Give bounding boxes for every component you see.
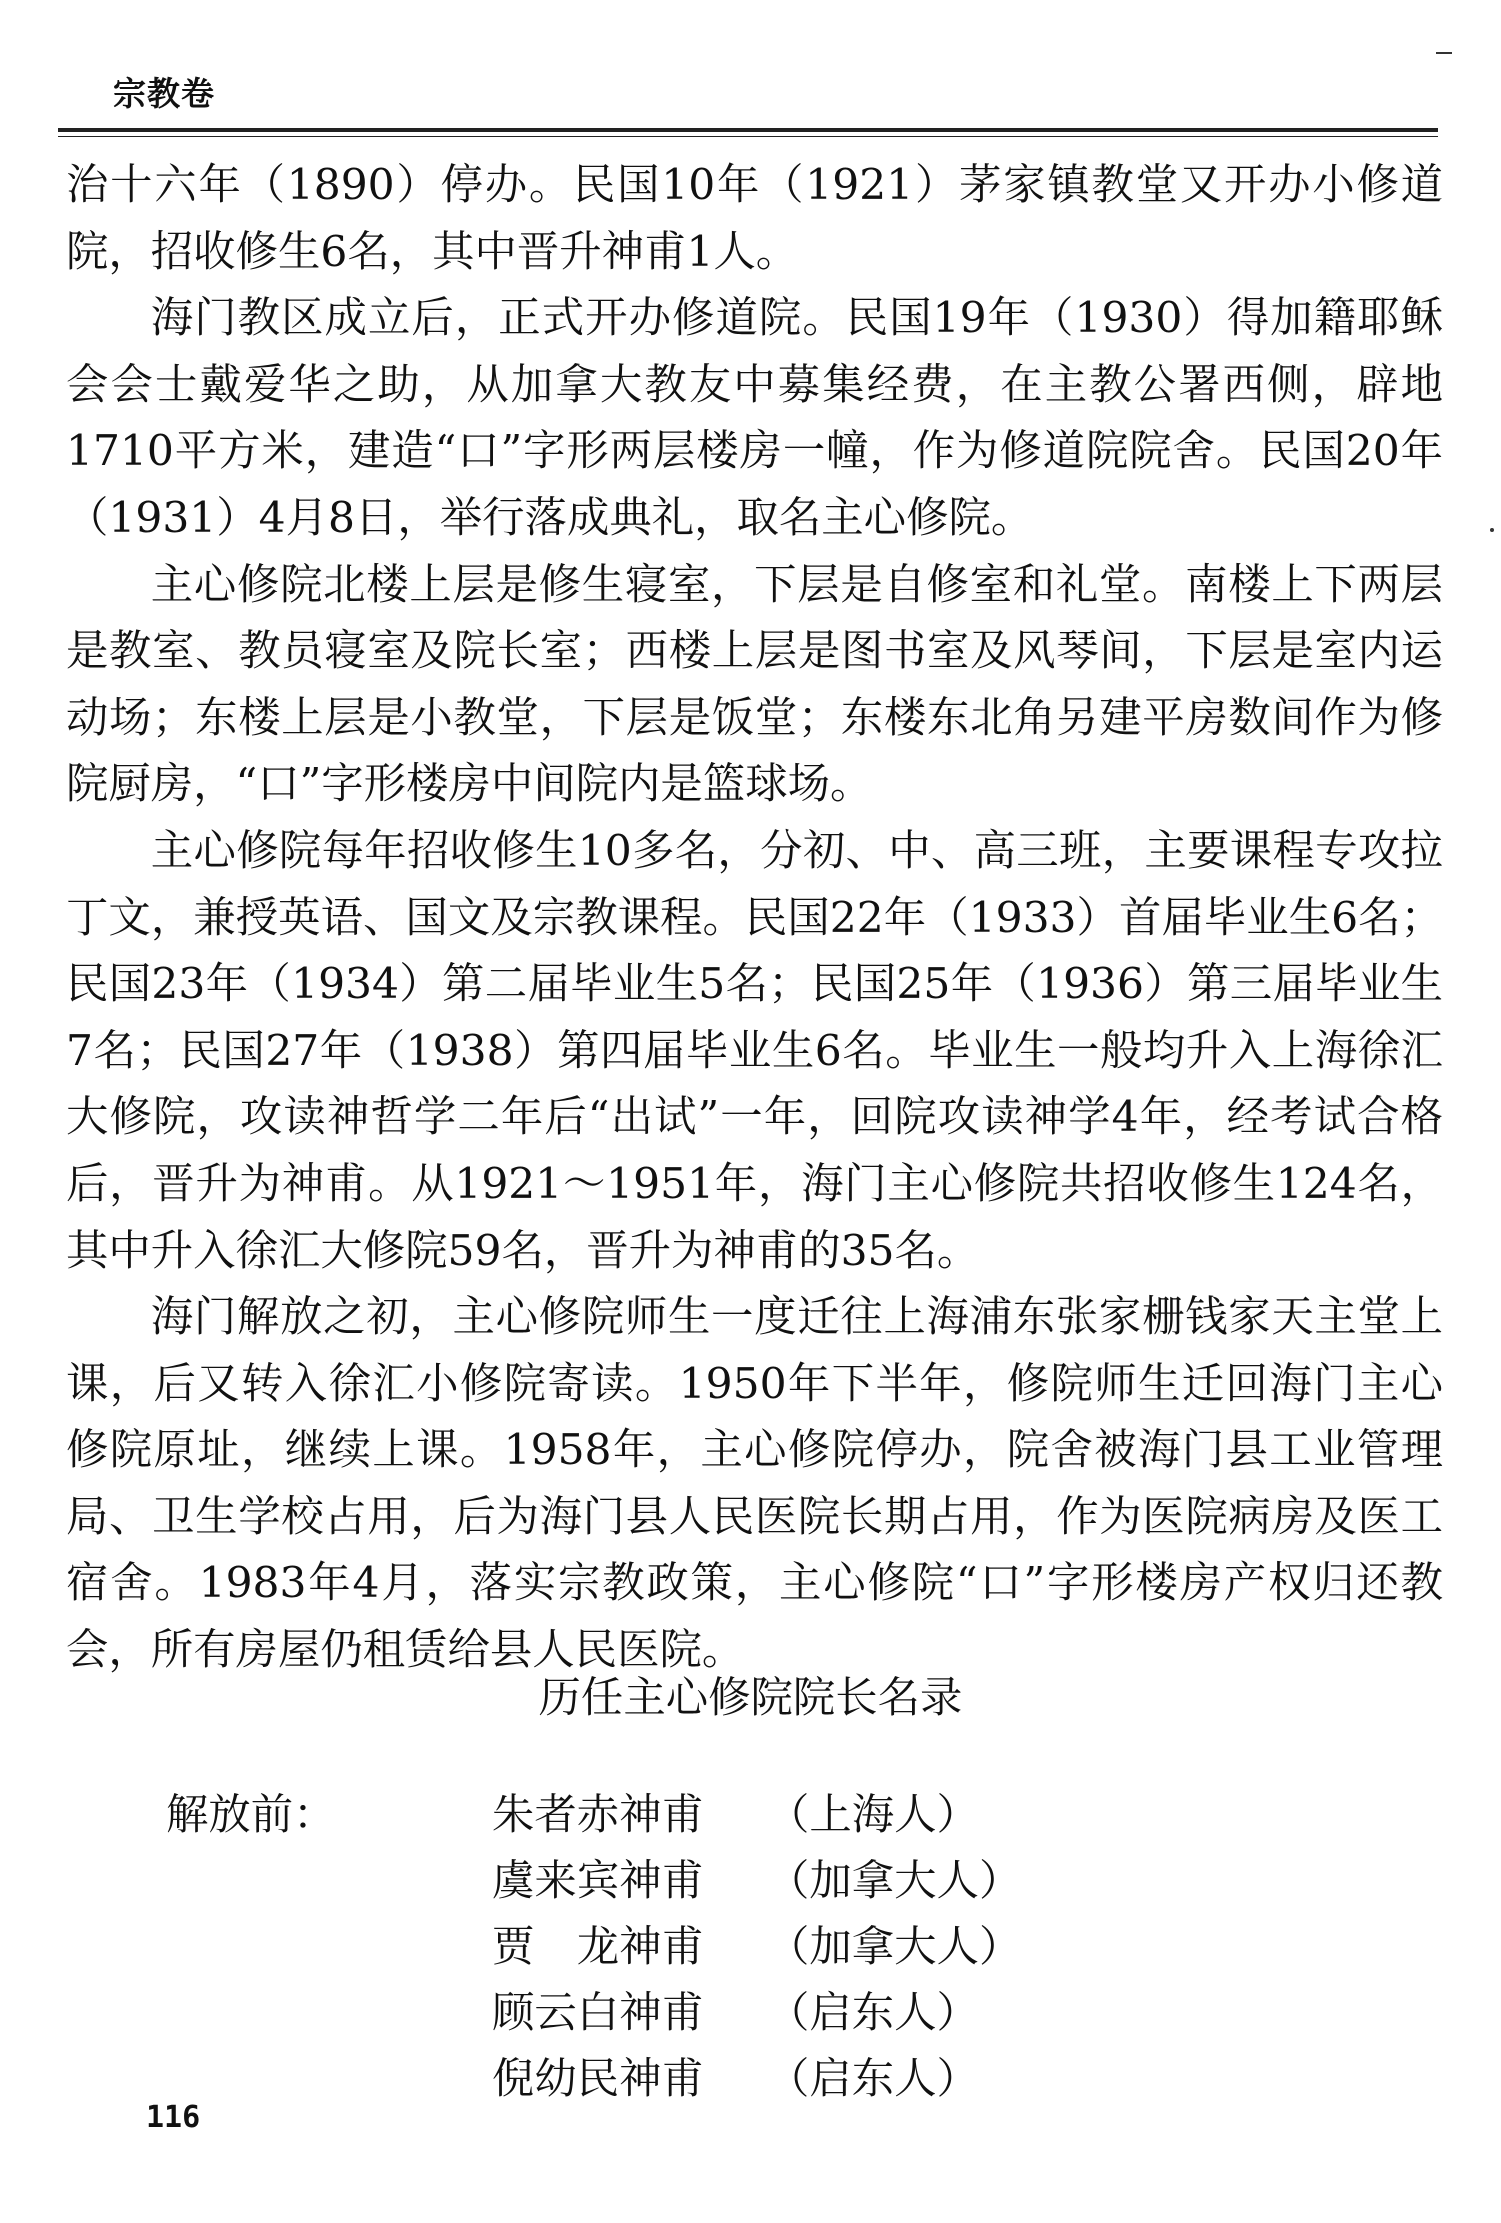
paragraph: 海门教区成立后，正式开办修道院。民国19年（1930）得加籍耶稣会会士戴爱华之助，从加拿大教友中募集经费，在主教公署西侧，辟地1710平方米，建造“口”字形两层楼房一幢，作为修道院院舍。民国20年（1931）4月8日，举行落成典礼，取名主心修院。 [66,293,1443,542]
director-list [492,1782,1021,2112]
list-item [492,2046,1021,2112]
list-item [492,1914,1021,1980]
paragraph: 海门解放之初，主心修院师生一度迁往上海浦东张家栅钱家天主堂上课，后又转入徐汇小修院寄读。1950年下半年，修院师生迁回海门主心修院原址，继续上课。1958年，主心修院停办，院舍被海门县工业管理局、卫生学校占用，后为海门县人民医院长期占用，作为医院病房及医工宿舍。1983年4月，落实宗教政策，主心修院“口”字形楼房产权归还教会，所有房屋仍租赁给县人民医院。 [66,1292,1443,1675]
scan-dot [1490,528,1494,532]
section-title: 历任主心修院院长名录 [538,1673,963,1722]
paragraph: 治十六年（1890）停办。民国10年（1921）茅家镇教堂又开办小修道院，招收修生6名，其中晋升神甫1人。 [66,160,1443,276]
header-rule-thin [58,136,1438,137]
paragraph: 主心修院北楼上层是修生寝室，下层是自修室和礼堂。南楼上下两层是教室、教员寝室及院长室；西楼上层是图书室及风琴间，下层是室内运动场；东楼上层是小教堂，下层是饭堂；东楼东北角另建平房数间作为修院厨房，“口”字形楼房中间院内是篮球场。 [66,559,1443,809]
director-name: 倪幼民神甫 [492,2054,704,2103]
running-header: 宗教卷 [113,74,215,113]
director-origin: （启东人） [767,2054,979,2103]
director-origin: （上海人） [767,1790,979,1839]
list-item [492,1848,1021,1914]
header-rule-thick [58,128,1438,132]
director-origin: （加拿大人） [767,1856,1022,1905]
director-name: 顾云白神甫 [492,1988,704,2037]
director-name: 朱者赤神甫 [492,1790,704,1839]
list-item [492,1782,1021,1848]
period-label: 解放前： [166,1790,336,1839]
scan-mark [1436,52,1452,54]
body-text [66,152,1443,1684]
list-item [492,1980,1021,2046]
page-number: 116 [146,2100,201,2135]
director-origin: （启东人） [767,1988,979,2037]
director-name: 贾 龙神甫 [492,1922,704,1971]
paragraph: 主心修院每年招收修生10多名，分初、中、高三班，主要课程专攻拉丁文，兼授英语、国文及宗教课程。民国22年（1933）首届毕业生6名；民国23年（1934）第二届毕业生5名；民国25年（1936）第三届毕业生7名；民国27年（1938）第四届毕业生6名。毕业生一般均升入上海徐汇大修院，攻读神哲学二年后“出试”一年，回院攻读神学4年，经考试合格后，晋升为神甫。从1921～1951年，海门主心修院共招收修生124名，其中升入徐汇大修院59名，晋升为神甫的35名。 [66,825,1443,1275]
director-origin: （加拿大人） [767,1922,1022,1971]
director-name: 虞来宾神甫 [492,1856,704,1905]
